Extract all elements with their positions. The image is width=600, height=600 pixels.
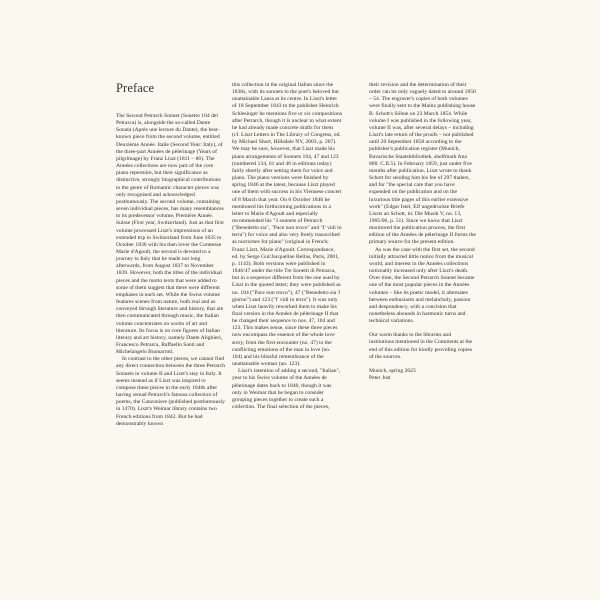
- place-date: Munich, spring 2025: [369, 367, 416, 374]
- paragraph: their revision and the determination of their order can be only vaguely dated to around 1850 – 54. The engraver's copies of both volumes were finally sent to the Mainz publishing house B. Schott's Söhne on 23 March 1854. While volume I was published in the following year, volume II was, after several delays – including Liszt's late return of the proofs – not published until 20 September 1858 according to the publisher's publication register (Munich, Bavarische Staatsbibliothek, shelfmark Ana 800. C.II.5). In February 1859, just under five months after publication, Liszt wrote to thank Schott for sending him his fee of 297 thalers, and for "the special care that you have expended on the publication and on the luxurious title pages of this earlier extensive work" (Edgar Istel, Elf ungedruckte Briefe Liszts an Schott, in: Die Musik V, no. 13, 1905/06, p. 51). Since we know that Liszt monitored the publication process, the first edition of the Années de pèlerinage II forms the primary source for the present edition.: [369, 82, 476, 246]
- paragraph: Liszt's intention of adding a second, "Italian", year to his Swiss volume of the Années de pèlerinage dates back to 1840, though it was only in Weimar that he began to consider grouping pieces together to create such a collection. The final selection of the pieces,: [232, 368, 341, 411]
- text-column-2: [232, 82, 342, 411]
- page-title: Preface: [116, 81, 155, 95]
- paragraph: As was the case with the first set, the second initially attracted little notice from the musical world, and interest in the Années collections noticeably increased only after Liszt's death. Over time, the Second Petrarch Sonnet became one of the most popular pieces in the Années volumes – like its poetic model, it alternates between enthusiasm and melancholy, passion and despondency, with a concision that nonetheless abounds in harmonic turns and technical variations.: [369, 246, 475, 325]
- paragraph: The Second Petrarch Sonnet (Sonetto 104 del Petrarca) is, alongside the so-called Dante Sonata (Après une lecture du Dante), the best-known piece from the second volume, entitled Deuxième Année. Italie (Second Year: Italy), of the three-part Années de pèlerinage (Years of pilgrimage) by Franz Liszt (1811 – 86). The Années collections are now part of the core piano repertoire, but their significance as distinctive, strongly biographical contributions to the genre of Romantic character pieces was only recognised and acknowledged posthumously. The second volume, containing seven individual pieces, has many resemblances to its predecessor volume, Première Année. Suisse (First year, Switzerland). Just as that first volume processed Liszt's impressions of an extended trip to Switzerland from June 1835 to October 1836 with his then lover the Comtesse Marie d'Agoult, the second is devoted to a journey to Italy that he made not long afterwards, from August 1837 to November 1839. However, both the titles of the individual pieces and the motto texts that were added to some of them suggest that there were different emphases in each set. While the Swiss volume features scenes from nature, both real and as conveyed through literature and history, that are then communicated through music, the Italian volume concentrates on works of art and literature. Its focus is on core figures of Italian literary and art history, namely Dante Alighieri, Francesco Petrarca, Raffaello Santi and Michelangelo Buonarroti.: [116, 113, 224, 356]
- text-column-1: [116, 113, 226, 428]
- author-signature: Peter Jost: [369, 375, 391, 382]
- acknowledgement-paragraph: Our warm thanks to the libraries and institutions mentioned in the Comments at the end of this edition for kindly providing copies of the sources.: [369, 332, 473, 360]
- paragraph: In contrast to the other pieces, we cannot find any direct connection between the three Petrarch Sonnets in volume II and Liszt's stay in Italy. It seems instead as if Liszt was inspired to compose these pieces in the early 1840s after having reread Petrarch's famous collection of poems, the Canzoniere (published posthumously in 1470). Liszt's Weimar library contains two French editions from 1842. But he had demonstrably known: [116, 356, 226, 427]
- text-column-3: [369, 82, 477, 382]
- paragraph: this collection in the original Italian since the 1830s, with its sonnets to the poet's beloved but unattainable Laura at its centre. In Liszt's letter of 18 September 1843 to the publisher Heinrich Schlesinger he mentions five or six compositions after Petrarch, though it is unclear to what extent he had already made concrete drafts for them (cf. Liszt Letters in The Library of Congress, ed. by Michael Short, Hillsdale NY, 2003, p. 267). We may be sure, however, that Liszt made his piano arrangements of Sonnets 104, 47 and 123 (numbered 134, 61 and 46 in editions today) fairly shortly after setting them for voice and piano. The piano versions were finished by spring 1846 at the latest, because Liszt played one of them with success in his Viennese concert of 8 March that year. On 6 October 1846 he mentioned his forthcoming publications in a letter to Marie d'Agoult and especially recommended his "3 sonnets of Petrarch ("Benedetto sia", "Pace non trovo" and "I' vidi in terra") for voice and also very freely transcribed as nocturnes for piano" (original in French; Franz Liszt, Marie d'Agoult. Correspondance, ed. by Serge Gut/Jacqueline Bellas, Paris, 2001, p. 1143). Both versions were published in 1846/47 under the title Tre Sonetti di Petrarca, but in a sequence different from the one used by Liszt in the quoted letter; they were published as no. 104 ("Pace non trovo"), 47 ("Benedetto sia 'l giorno") and 123 ("I' vidi in terra"). It was only when Liszt heavily reworked them to make his final version in the Années de pèlerinage II that he changed their sequence to nos. 47, 104 and 123. This makes sense, since these three pieces now encompass the essence of the whole love story, from the first encounter (no. 47) to the conflicting emotions of the man in love (no. 104) and his blissful remembrance of the unattainable woman (no. 123).: [232, 82, 342, 368]
